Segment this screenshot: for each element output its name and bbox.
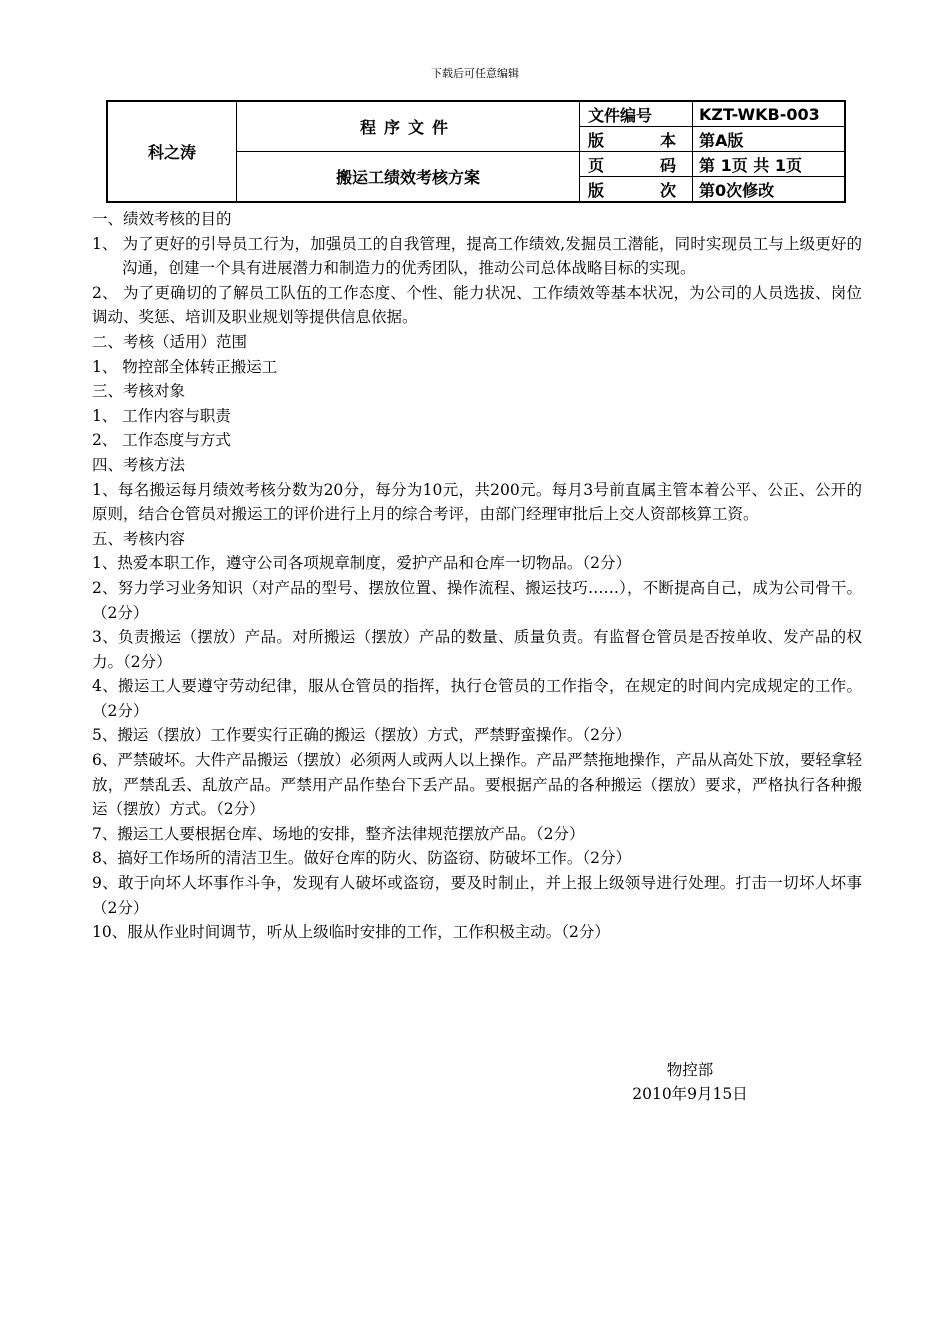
paragraph: 3、负责搬运（摆放）产品。对所搬运（摆放）产品的数量、质量负责。有监督仓管员是否按单收、发产品的权力。（2分） <box>92 628 862 671</box>
paragraph: 2、 为了更确切的了解员工队伍的工作态度、个性、能力状况、工作绩效等基本状况，为公司的人员选拔、岗位调动、奖惩、培训及职业规划等提供信息依据。 <box>92 283 862 327</box>
paragraph: 10、服从作业时间调节，听从上级临时安排的工作，工作积极主动。（2分） <box>92 923 610 942</box>
section-heading: 三、考核对象 <box>92 382 186 401</box>
version-label-a: 版 <box>588 130 605 150</box>
paragraph: 5、搬运（摆放）工作要实行正确的搬运（摆放）方式，严禁野蛮操作。（2分） <box>92 726 631 745</box>
page-label-a: 页 <box>588 155 605 175</box>
doc-number-value: KZT-WKB-003 <box>693 101 846 127</box>
paragraph: 9、敢于向坏人坏事作斗争，发现有人破坏或盗窃，要及时制止，并上报上级领导进行处理。打击一切坏人坏事（2分） <box>92 874 862 917</box>
version-label-b: 本 <box>659 130 676 150</box>
paragraph: 1、 为了更好的引导员工行为，加强员工的自我管理，提高工作绩效,发掘员工潜能，同时实现员工与上级更好的沟通，创建一个具有进展潜力和制造力的优秀团队，推动公司总体战略目标的实现。 <box>92 234 862 278</box>
paragraph: 2、 工作态度与方式 <box>92 431 231 450</box>
paragraph: 2、努力学习业务知识（对产品的型号、摆放位置、操作流程、搬运技巧……），不断提高自己，成为公司骨干。（2分） <box>92 578 862 622</box>
page-label-b: 码 <box>659 155 676 175</box>
paragraph: 1、每名搬运每月绩效考核分数为20分，每分为10元，共200元。每月3号前直属主管本着公平、公正、公开的原则，结合仓管员对搬运工的评价进行上月的综合考评，由部门经理审批后上交人资部核算工资。 <box>92 480 862 524</box>
document-body <box>92 207 862 945</box>
section-heading: 五、考核内容 <box>92 529 186 548</box>
plan-title: 搬运工绩效考核方案 <box>237 152 580 203</box>
paragraph: 1、热爱本职工作，遵守公司各项规章制度，爱护产品和仓库一切物品。（2分） <box>92 554 631 573</box>
paragraph: 4、搬运工人要遵守劳动纪律，服从仓管员的指挥，执行仓管员的工作指令，在规定的时间内完成规定的工作。（2分） <box>92 677 862 720</box>
top-note: 下载后可任意编辑 <box>431 67 519 80</box>
signature-dept: 物控部 <box>666 1061 714 1079</box>
version-label <box>580 127 693 152</box>
paragraph: 1、 物控部全体转正搬运工 <box>92 357 278 376</box>
paragraph: 8、搞好工作场所的清洁卫生。做好仓库的防火、防盗窃、防破坏工作。（2分） <box>92 849 631 868</box>
page-value: 第 1页 共 1页 <box>693 152 846 177</box>
paragraph: 6、严禁破坏。大件产品搬运（摆放）必须两人或两人以上操作。产品严禁拖地操作，产品从高处下放，要轻拿轻放，严禁乱丢、乱放产品。严禁用产品作垫台下丢产品。要根据产品的各种搬运（摆放）要求，严格执行各种搬运（摆放）方式。（2分） <box>92 751 862 819</box>
version-value: 第A版 <box>693 127 846 152</box>
document-header-table <box>106 100 846 203</box>
revision-label <box>580 177 693 203</box>
doc-number-label: 文件编号 <box>580 101 693 127</box>
paragraph: 1、 工作内容与职责 <box>92 406 231 425</box>
revision-value: 第0次修改 <box>693 177 846 203</box>
program-document-label: 程序文件 <box>237 101 580 152</box>
paragraph: 7、搬运工人要根据仓库、场地的安排，整齐法律规范摆放产品。（2分） <box>92 824 585 843</box>
section-heading: 一、绩效考核的目的 <box>92 210 232 228</box>
signature-date: 2010年9月15日 <box>632 1085 748 1103</box>
revision-label-b: 次 <box>659 180 676 200</box>
company-name: 科之涛 <box>107 101 237 202</box>
page-label <box>580 152 693 177</box>
revision-label-a: 版 <box>588 180 605 200</box>
section-heading: 二、考核（适用）范围 <box>92 332 248 351</box>
section-heading: 四、考核方法 <box>92 455 186 474</box>
